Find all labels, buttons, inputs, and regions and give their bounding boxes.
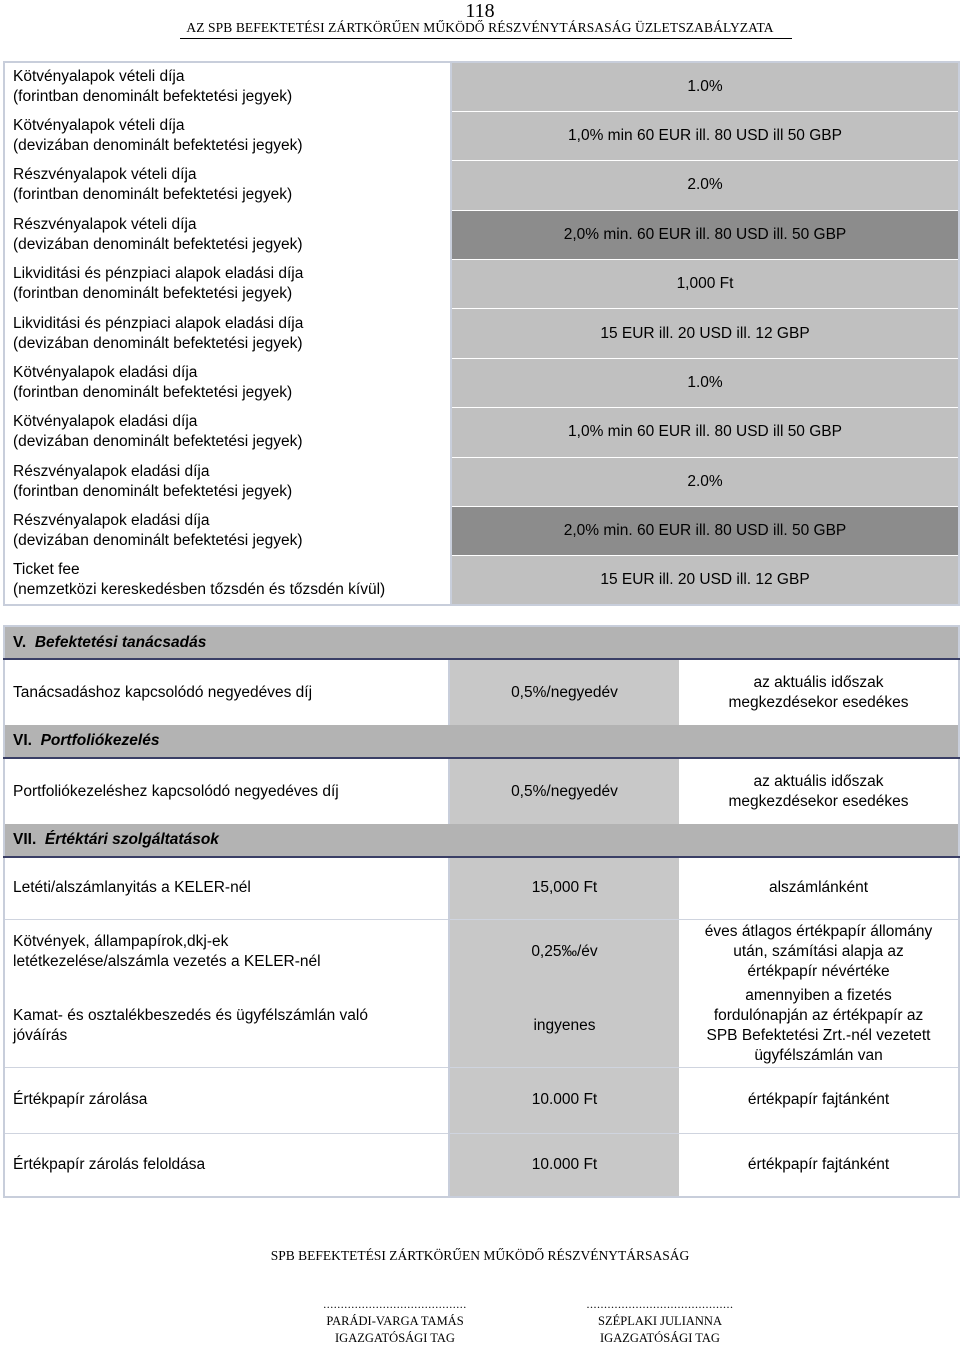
fee-label-line: Részvényalapok eladási díja [13, 462, 210, 480]
fee-row [4, 260, 959, 309]
row-note-line: megkezdésekor esedékes [728, 693, 909, 711]
row-label-line: Kamat- és osztalékbeszedés és ügyfélszámlán való [13, 1006, 368, 1024]
fee-label-line: Kötvényalapok eladási díja [13, 364, 198, 382]
row-note [679, 985, 959, 1067]
row-value: 10.000 Ft [449, 1133, 679, 1197]
row-note [679, 1067, 959, 1133]
section-v-heading [4, 626, 959, 659]
fee-label [4, 260, 451, 309]
table-row [4, 857, 959, 919]
section-v-title [4, 626, 959, 659]
fee-label-line: Kötvényalapok eladási díja [13, 413, 198, 431]
header-title: AZ SPB BEFEKTETÉSI ZÁRTKÖRŰEN MŰKÖDŐ RÉSZVÉNYTÁRSASÁG ÜZLETSZABÁLYZATA [186, 20, 774, 35]
section-v-number: V. [13, 633, 27, 651]
fee-label-line: (nemzetközi kereskedésben tőzsdén és tőzsdén kívül) [13, 581, 386, 599]
fee-row [4, 358, 959, 407]
row-label-line: Értékpapír zárolás feloldása [13, 1155, 206, 1173]
row-note-line: SPB Befektetési Zrt.-nél vezetett [706, 1026, 931, 1044]
fee-label-line: (devizában denominált befektetési jegyek) [13, 235, 303, 253]
fee-label-line: Likviditási és pénzpiaci alapok eladási díja [13, 314, 304, 332]
row-note-line: értékpapír fajtánként [747, 1091, 890, 1108]
row-label-line: Értékpapír zárolása [13, 1091, 148, 1108]
fee-value: 1,0% min 60 EUR ill. 80 USD ill 50 GBP [451, 111, 959, 160]
fee-value: 1.0% [451, 62, 959, 111]
fee-label-line: Ticket fee [13, 561, 80, 579]
fee-label-line: Likviditási és pénzpiaci alapok eladási díja [13, 265, 304, 283]
row-value: 15,000 Ft [449, 857, 679, 919]
fee-value: 2.0% [451, 457, 959, 506]
row-note-line: megkezdésekor esedékes [728, 792, 909, 810]
fee-value: 15 EUR ill. 20 USD ill. 12 GBP [451, 556, 959, 605]
row-note-line: után, számítási alapja az [733, 943, 904, 961]
row-note-line: alszámlánként [768, 879, 869, 897]
row-note-line: fordulónapján az értékpapír az [713, 1006, 924, 1024]
signatory-role: IGAZGATÓSÁGI TAG [335, 1331, 455, 1345]
fee-row [4, 161, 959, 210]
table-row [4, 985, 959, 1067]
row-label: Portfoliókezeléshez kapcsolódó negyedéves díj [4, 758, 449, 824]
row-value: ingyenes [449, 985, 679, 1067]
row-value: 0,5%/negyedév [449, 758, 679, 824]
section-v-name: Befektetési tanácsadás [34, 633, 207, 651]
signature-block-2 [535, 1296, 785, 1347]
fee-table-body [4, 62, 959, 605]
row-label-line: Letéti/alszámlanyitás a KELER-nél [13, 879, 251, 897]
fee-label-line: (devizában denominált befektetési jegyek) [13, 532, 303, 550]
fee-label-line: Részvényalapok vételi díja [13, 166, 197, 184]
row-note [679, 857, 959, 919]
fee-label [4, 408, 451, 457]
fee-label-line: (devizában denominált befektetési jegyek) [13, 137, 303, 155]
row-value: 0,5%/negyedév [449, 659, 679, 725]
row-label-line: jóváírás [13, 1026, 68, 1044]
row-note-line: amennyiben a fizetés [745, 986, 892, 1004]
row-value: 0,25‰/év [449, 919, 679, 985]
fee-row [4, 62, 959, 111]
table-row [4, 758, 959, 824]
section-vii-title [4, 824, 959, 857]
fee-label-line: Kötvényalapok vételi díja [13, 117, 185, 135]
fee-label [4, 457, 451, 506]
services-table [3, 625, 960, 1198]
row-note-line: értékpapír névértéke [747, 963, 890, 981]
table-row [4, 659, 959, 725]
table-row [4, 1067, 959, 1133]
fee-label [4, 507, 451, 556]
row-label-line: letétkezelése/alszámla vezetés a KELER-nél [13, 953, 321, 971]
fee-value: 2.0% [451, 161, 959, 210]
signature-line: ......................................... [323, 1297, 467, 1311]
fee-row [4, 408, 959, 457]
fee-label-line: (forintban denominált befektetési jegyek) [13, 186, 293, 204]
table-row [4, 919, 959, 985]
fee-label [4, 62, 451, 111]
row-value: 10.000 Ft [449, 1067, 679, 1133]
fee-label-line: (forintban denominált befektetési jegyek) [13, 384, 293, 402]
fee-label-line: (devizában denominált befektetési jegyek) [13, 433, 303, 451]
fee-row [4, 556, 959, 605]
fee-row [4, 457, 959, 506]
fee-label [4, 556, 451, 605]
fee-value: 1.0% [451, 358, 959, 407]
fee-label-line: Részvényalapok vételi díja [13, 215, 197, 233]
section-vi-number: VI. [13, 732, 32, 749]
signatory-name: SZÉPLAKI JULIANNA [598, 1314, 722, 1328]
signatory-role: IGAZGATÓSÁGI TAG [600, 1331, 720, 1345]
fee-label-line: (forintban denominált befektetési jegyek) [13, 88, 293, 106]
fee-label [4, 309, 451, 358]
fee-label [4, 161, 451, 210]
fee-row [4, 210, 959, 259]
section-vi-heading [4, 725, 959, 758]
row-label [4, 1067, 449, 1133]
row-note-line: az aktuális időszak [753, 772, 884, 790]
fee-row [4, 111, 959, 160]
section-vii-heading [4, 824, 959, 857]
signatory-name: PARÁDI-VARGA TAMÁS [326, 1314, 464, 1328]
section-vii-name: Értéktári szolgáltatások [44, 831, 219, 848]
row-note [679, 758, 959, 824]
fee-value: 15 EUR ill. 20 USD ill. 12 GBP [451, 309, 959, 358]
page-number: 118 [465, 0, 495, 22]
fee-value: 2,0% min. 60 EUR ill. 80 USD ill. 50 GBP [451, 507, 959, 556]
signature-block-1 [280, 1296, 510, 1347]
row-note-line: ügyfélszámlán van [754, 1046, 883, 1064]
row-label [4, 919, 449, 985]
row-note [679, 659, 959, 725]
fee-row [4, 507, 959, 556]
fee-label-line: (forintban denominált befektetési jegyek) [13, 285, 293, 303]
fee-row [4, 309, 959, 358]
row-label-line: Kötvények, állampapírok,dkj-ek [13, 933, 229, 951]
fee-label-line: (forintban denominált befektetési jegyek) [13, 482, 293, 500]
row-note-line: éves átlagos értékpapír állomány [704, 923, 933, 941]
fee-label-line: Részvényalapok eladási díja [13, 512, 210, 530]
section-vi-title [4, 725, 959, 758]
row-note-line: értékpapír fajtánként [747, 1155, 890, 1173]
footer-company: SPB BEFEKTETÉSI ZÁRTKÖRŰEN MŰKÖDŐ RÉSZVÉNYTÁRSASÁG [270, 1248, 690, 1263]
signature-line: .......................................... [586, 1297, 734, 1311]
fee-label-line: (devizában denominált befektetési jegyek) [13, 334, 303, 352]
fee-label [4, 111, 451, 160]
fee-label [4, 358, 451, 407]
row-note [679, 919, 959, 985]
fee-value: 2,0% min. 60 EUR ill. 80 USD ill. 50 GBP [451, 210, 959, 259]
section-vi-name: Portfoliókezelés [40, 732, 160, 749]
row-label [4, 985, 449, 1067]
table-row [4, 1133, 959, 1197]
row-label [4, 1133, 449, 1197]
fee-value: 1,000 Ft [451, 260, 959, 309]
fee-table [3, 61, 960, 606]
section-vii-number: VII. [13, 831, 37, 848]
row-note [679, 1133, 959, 1197]
row-label: Tanácsadáshoz kapcsolódó negyedéves díj [4, 659, 449, 725]
fee-label [4, 210, 451, 259]
fee-label-line: Kötvényalapok vételi díja [13, 68, 185, 86]
row-note-line: az aktuális időszak [753, 673, 884, 691]
row-label [4, 857, 449, 919]
fee-value: 1,0% min 60 EUR ill. 80 USD ill 50 GBP [451, 408, 959, 457]
header-rule [180, 38, 792, 39]
